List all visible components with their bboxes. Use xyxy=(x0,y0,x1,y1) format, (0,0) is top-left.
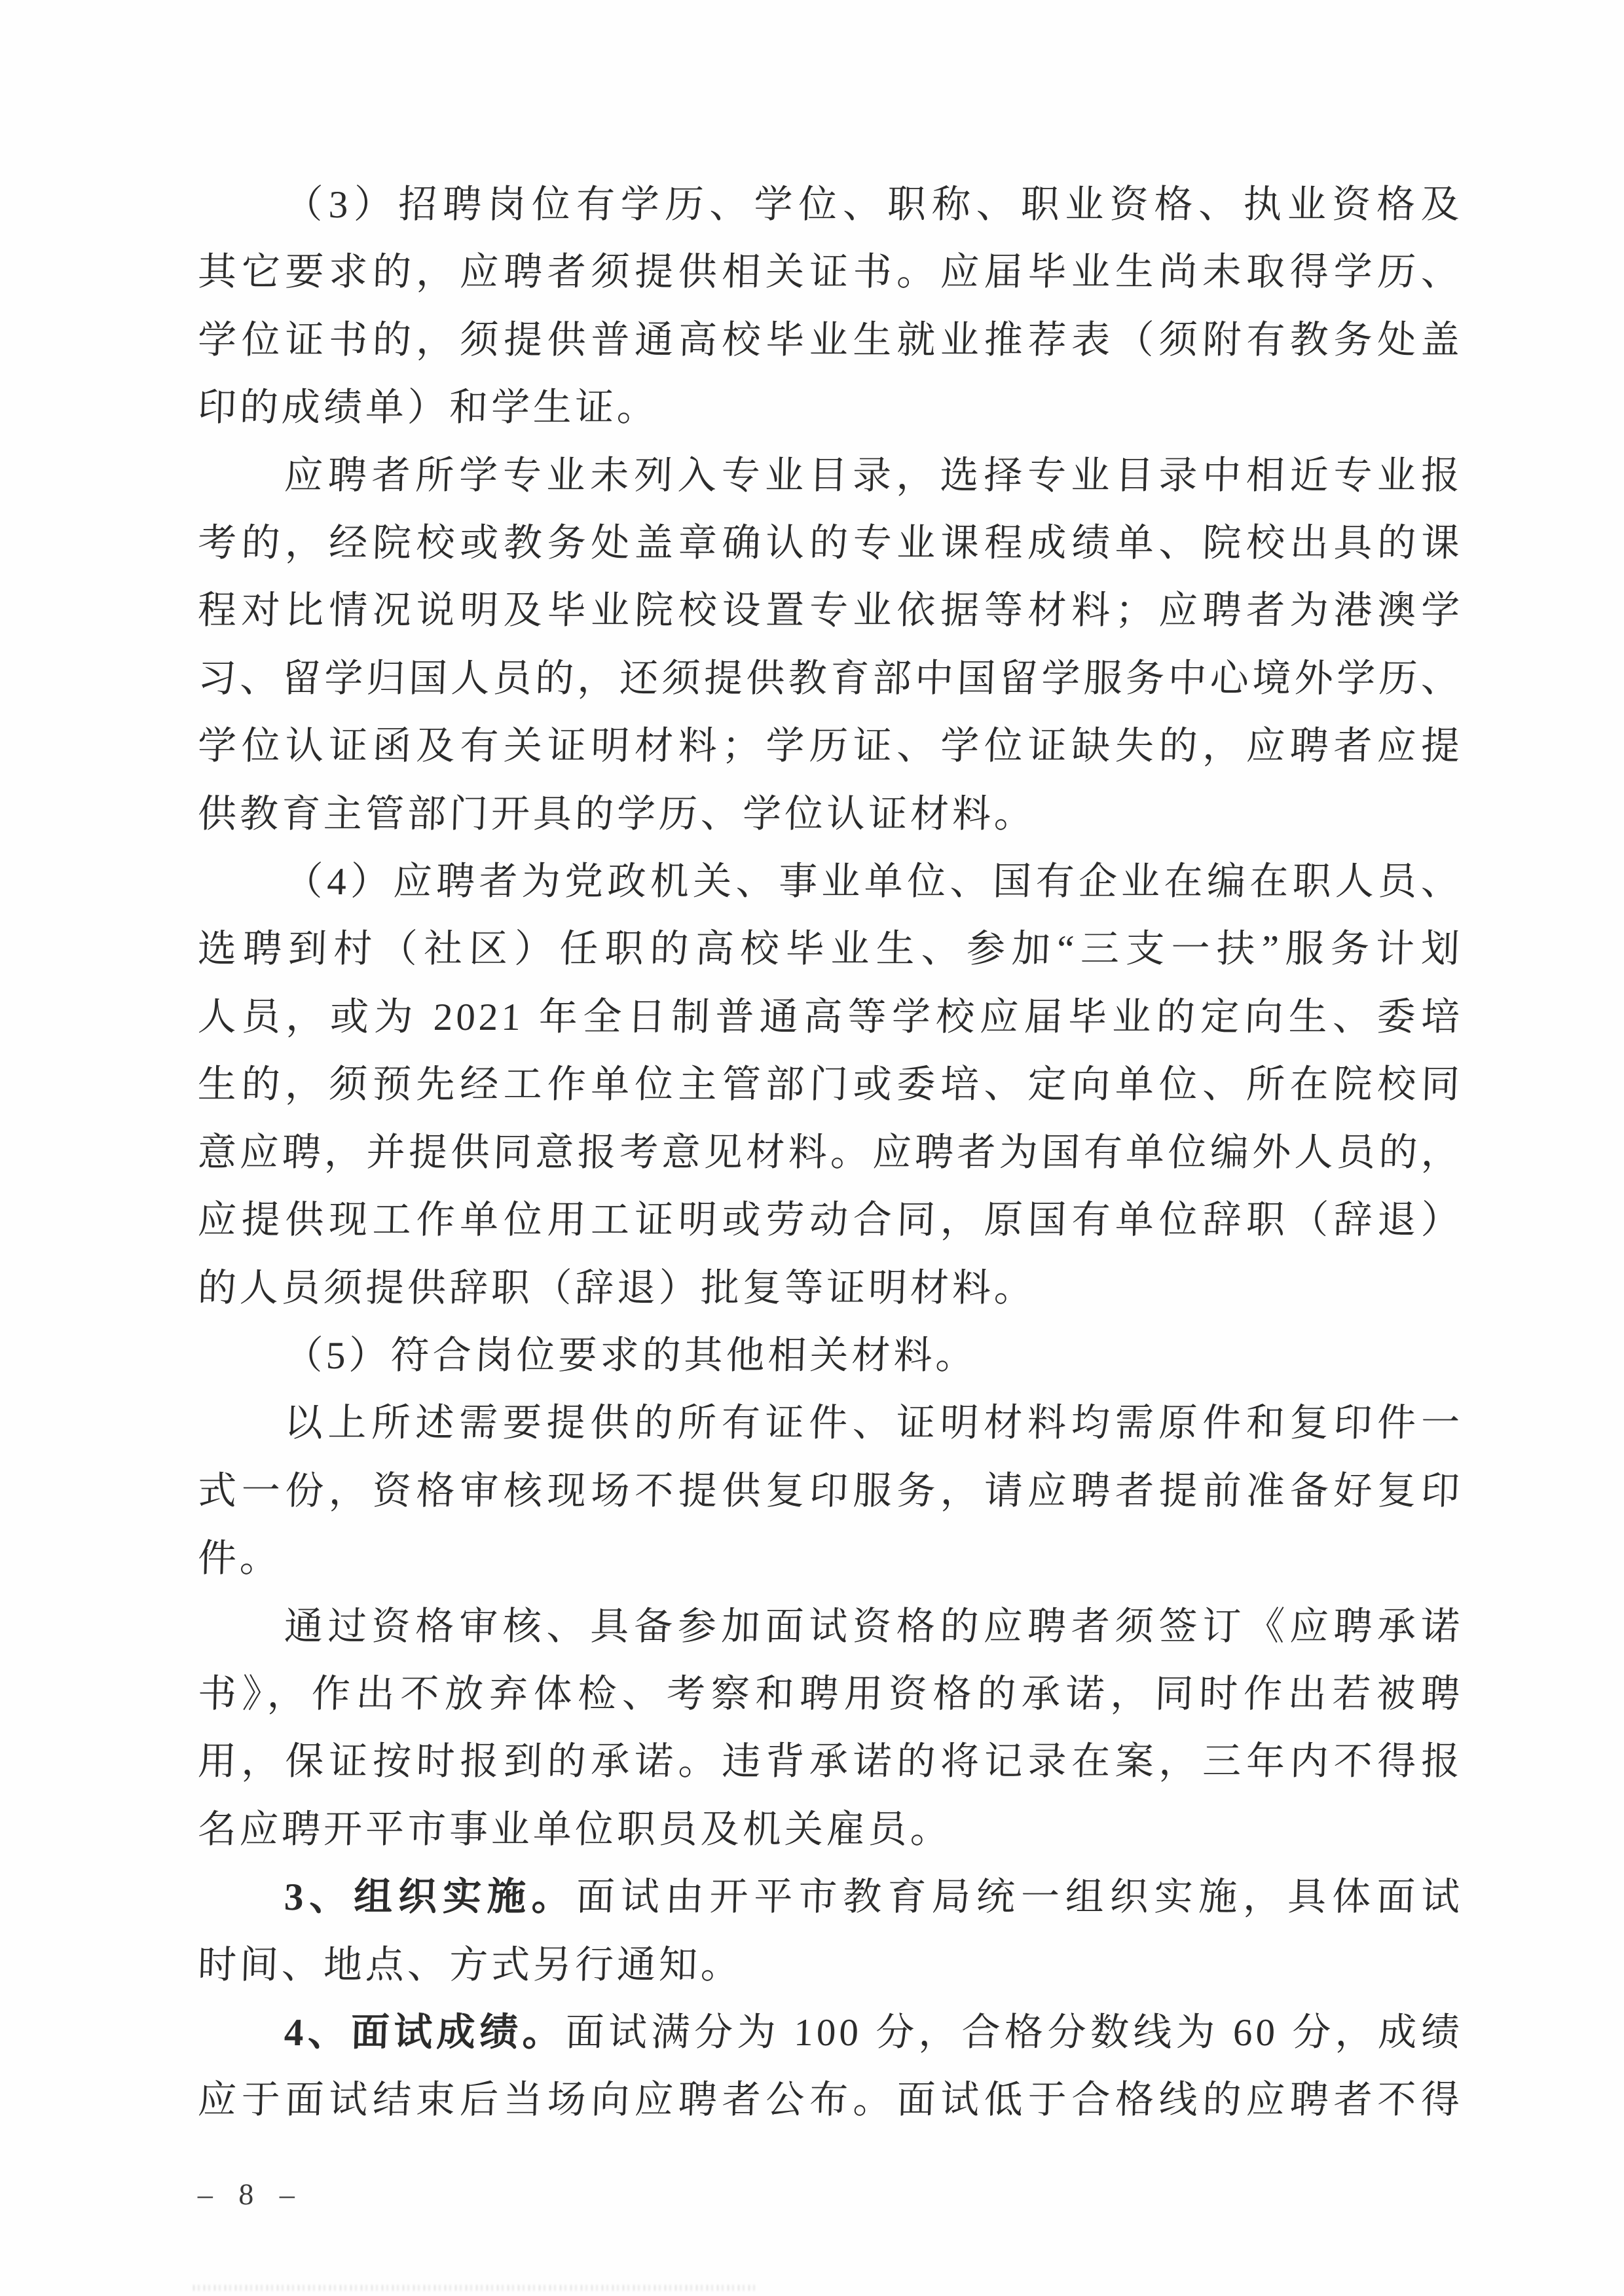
text-line xyxy=(197,1593,1464,1660)
text-line xyxy=(197,1457,1464,1525)
text-segment: 习、留学归国人员的，还须提供教育部中国留学服务中心境外学历、 xyxy=(197,656,1464,700)
text-segment: 通过资格审核、具备参加面试资格的应聘者须签订《应聘承诺 xyxy=(284,1604,1464,1648)
text-line xyxy=(197,1796,1464,1863)
text-segment: （4）应聘者为党政机关、事业单位、国有企业在编在职人员、 xyxy=(284,860,1464,903)
text-segment: 用，保证按时报到的承诺。违背承诺的将记录在案，三年内不得报 xyxy=(197,1740,1464,1783)
text-segment: 应聘者所学专业未列入专业目录，选择专业目录中相近专业报 xyxy=(284,453,1464,497)
text-segment: 件。 xyxy=(197,1537,282,1580)
text-line xyxy=(197,1863,1464,1931)
text-line xyxy=(197,577,1464,644)
text-segment: 考的，经院校或教务处盖章确认的专业课程成绩单、院校出具的课 xyxy=(197,521,1464,565)
text-segment: 应提供现工作单位用工证明或劳动合同，原国有单位辞职（辞退） xyxy=(197,1198,1464,1242)
text-line xyxy=(197,1389,1464,1457)
bleed-through-artifact xyxy=(193,2285,756,2291)
text-segment: 的人员须提供辞职（辞退）批复等证明材料。 xyxy=(197,1266,1037,1309)
text-segment: （3）招聘岗位有学历、学位、职称、职业资格、执业资格及 xyxy=(284,183,1464,226)
text-segment: 其它要求的，应聘者须提供相关证书。应届毕业生尚未取得学历、 xyxy=(197,250,1464,294)
document-text-block xyxy=(198,171,1463,2134)
text-line xyxy=(197,1999,1464,2066)
text-segment: 生的，须预先经工作单位主管部门或委培、定向单位、所在院校同 xyxy=(197,1063,1464,1106)
text-segment: 时间、地点、方式另行通知。 xyxy=(197,1942,743,1986)
text-line xyxy=(197,442,1464,509)
text-line xyxy=(197,374,1464,441)
text-line xyxy=(197,1525,1464,1592)
page-footer xyxy=(197,2175,304,2214)
text-segment: 意应聘，并提供同意报考意见材料。应聘者为国有单位编外人员的， xyxy=(197,1130,1464,1174)
text-segment: 印的成绩单）和学生证。 xyxy=(197,386,659,429)
text-line xyxy=(197,983,1464,1051)
text-line xyxy=(197,780,1464,848)
text-line xyxy=(197,1660,1464,1728)
text-line xyxy=(197,848,1464,915)
text-line xyxy=(197,645,1464,712)
text-segment: 书》，作出不放弃体检、考察和聘用资格的承诺，同时作出若被聘 xyxy=(197,1671,1464,1715)
text-segment: 选聘到村（社区）任职的高校毕业生、参加“三支一扶”服务计划 xyxy=(197,927,1464,971)
text-segment: 应于面试结束后当场向应聘者公布。面试低于合格线的应聘者不得 xyxy=(197,2078,1464,2122)
text-line xyxy=(197,1728,1464,1795)
text-line xyxy=(197,171,1464,238)
text-line xyxy=(197,1254,1464,1322)
text-line xyxy=(197,1051,1464,1118)
text-segment: 程对比情况说明及毕业院校设置专业依据等材料；应聘者为港澳学 xyxy=(197,589,1464,632)
bold-heading-segment: 3、组织实施。 xyxy=(284,1875,577,1919)
text-line xyxy=(197,915,1464,983)
text-line xyxy=(197,1186,1464,1254)
text-segment: 以上所述需要提供的所有证件、证明材料均需原件和复印件一 xyxy=(284,1401,1464,1445)
text-line xyxy=(197,1322,1464,1389)
text-segment: 学位证书的，须提供普通高校毕业生就业推荐表（须附有教务处盖 xyxy=(197,318,1464,361)
text-line xyxy=(197,238,1464,306)
text-segment: 学位认证函及有关证明材料；学历证、学位证缺失的，应聘者应提 xyxy=(197,724,1464,768)
text-line xyxy=(197,712,1464,780)
text-line xyxy=(197,1119,1464,1186)
text-segment: 式一份，资格审核现场不提供复印服务，请应聘者提前准备好复印 xyxy=(197,1468,1464,1512)
text-segment: 面试满分为 100 分，合格分数线为 60 分，成绩 xyxy=(564,2010,1464,2054)
text-line xyxy=(197,1931,1464,1999)
page-number: – 8 – xyxy=(197,2178,304,2211)
text-segment: 供教育主管部门开具的学历、学位认证材料。 xyxy=(197,792,1037,835)
text-segment: （5）符合岗位要求的其他相关材料。 xyxy=(284,1333,978,1377)
text-segment: 名应聘开平市事业单位职员及机关雇员。 xyxy=(197,1807,953,1851)
text-line xyxy=(197,509,1464,577)
text-segment: 人员，或为 2021 年全日制普通高等学校应届毕业的定向生、委培 xyxy=(197,994,1464,1038)
bold-heading-segment: 4、面试成绩。 xyxy=(284,2010,566,2054)
text-line xyxy=(197,306,1464,374)
text-segment: 面试由开平市教育局统一组织实施，具体面试 xyxy=(575,1875,1464,1919)
text-line xyxy=(197,2066,1464,2134)
